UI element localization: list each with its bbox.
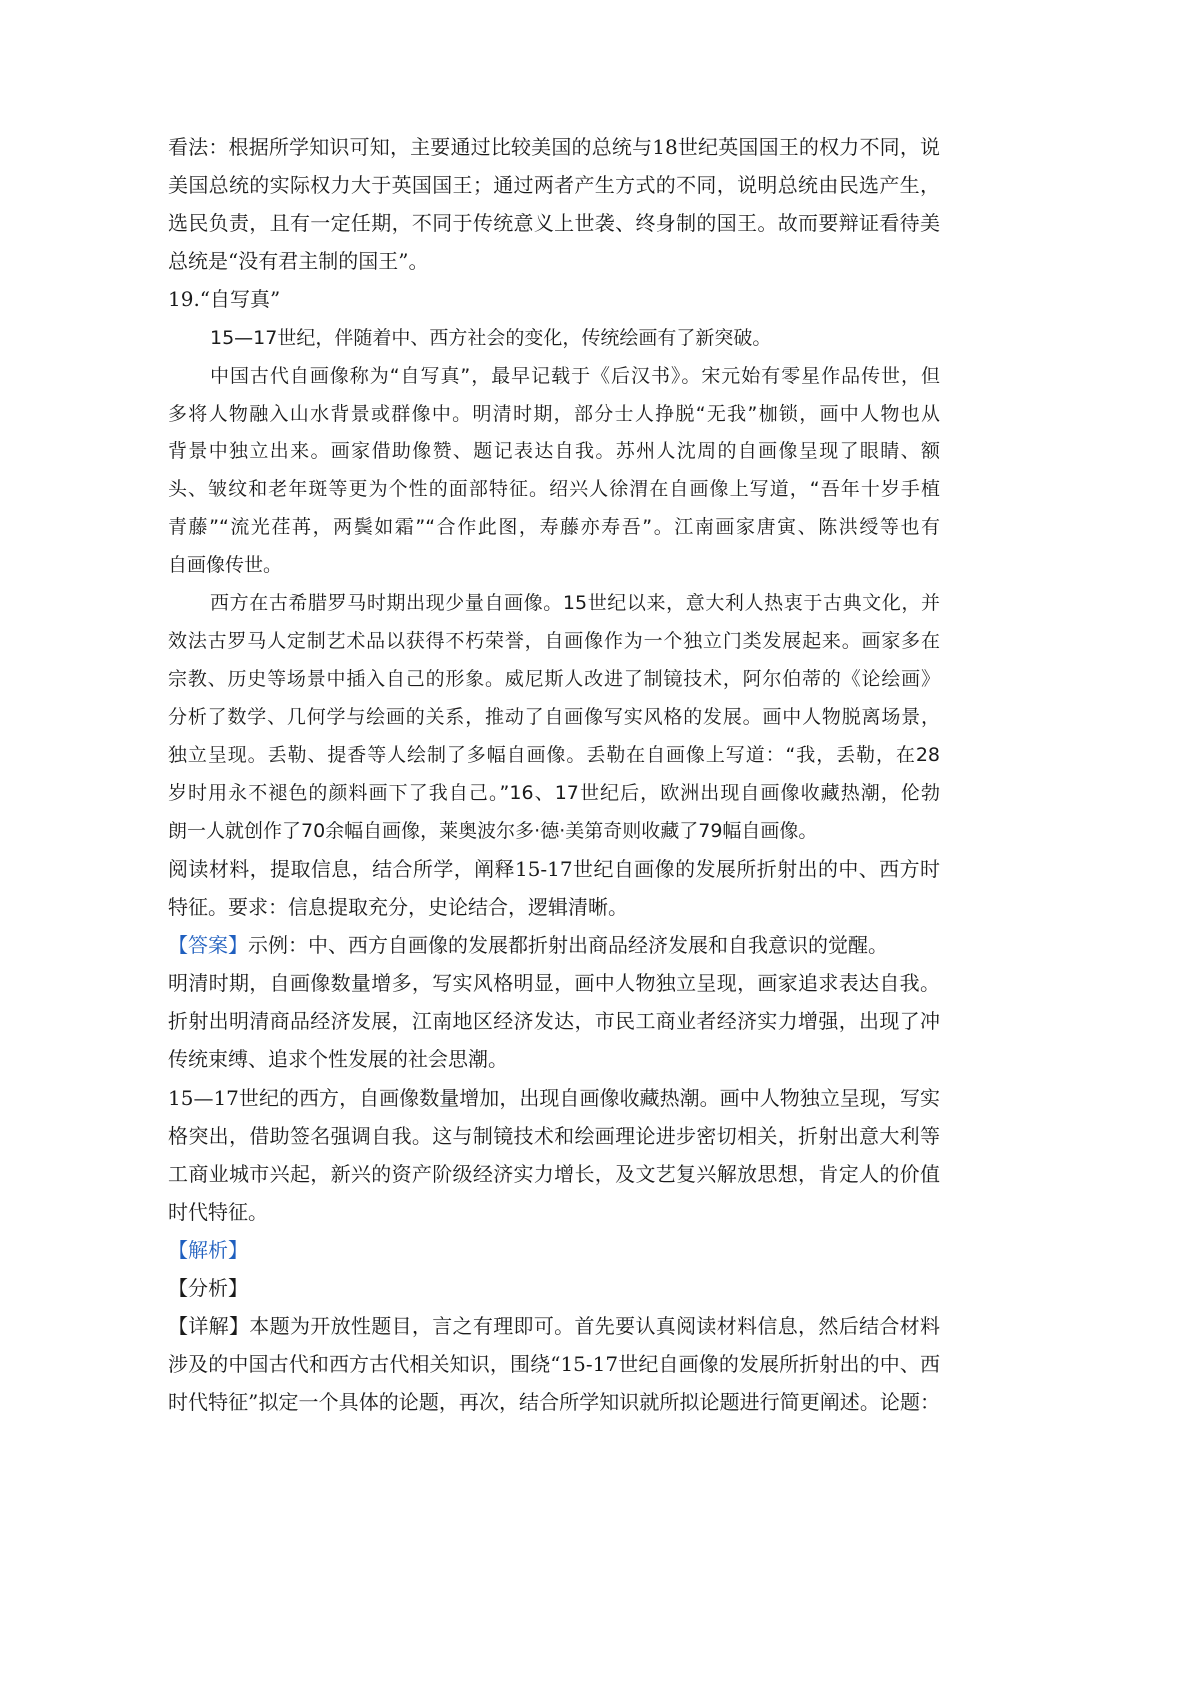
line-text: 岁时用永不褪色的颜料画下了我自己。”16、17世纪后，欧洲出现自画像收藏热潮，伦勃 (168, 782, 940, 804)
line-text: 背景中独立出来。画家借助像赞、题记表达自我。苏州人沈周的自画像呈现了眼睛、额 (168, 440, 940, 462)
line-text: 自画像传世。 (168, 554, 283, 576)
line-text: 头、皱纹和老年斑等更为个性的面部特征。绍兴人徐渭在自画像上写道，“吾年十岁手植 (168, 478, 940, 500)
text-line (168, 1162, 940, 1186)
text-line (168, 895, 940, 919)
text-line (168, 249, 940, 273)
text-line (168, 629, 940, 653)
line-text: 格突出，借助签名强调自我。这与制镜技术和绘画理论进步密切相关，折射出意大利等 (168, 1124, 940, 1148)
line-text: 西方在古希腊罗马时期出现少量自画像。15世纪以来，意大利人热衷于古典文化，并 (210, 592, 940, 614)
line-text: 时代特征。 (168, 1200, 268, 1224)
text-line (168, 1276, 940, 1300)
line-text: 朗一人就创作了70余幅自画像，莱奥波尔多·德·美第奇则收藏了79幅自画像。 (168, 820, 818, 842)
text-line (168, 971, 940, 995)
text-line (168, 477, 940, 501)
line-text: 19.“自写真” (168, 287, 281, 311)
line-text: 多将人物融入山水背景或群像中。明清时期，部分士人挣脱“无我”枷锁，画中人物也从 (168, 403, 940, 425)
line-text: 效法古罗马人定制艺术品以获得不朽荣誉，自画像作为一个独立门类发展起来。画家多在 (168, 630, 940, 652)
text-line (168, 1047, 940, 1071)
text-line (168, 781, 940, 805)
line-text: 选民负责，且有一定任期，不同于传统意义上世袭、终身制的国王。故而要辩证看待美 (168, 211, 940, 235)
line-text: 涉及的中国古代和西方古代相关知识，围绕“15-17世纪自画像的发展所折射出的中、西 (168, 1352, 940, 1376)
text-line (168, 1314, 940, 1338)
text-line (168, 667, 940, 691)
text-line (168, 553, 940, 577)
text-line (168, 287, 940, 311)
line-text: 中国古代自画像称为“自写真”，最早记载于《后汉书》。宋元始有零星作品传世，但 (210, 365, 940, 387)
text-line (168, 1352, 940, 1376)
text-line (168, 1200, 940, 1224)
text-line (168, 705, 940, 729)
line-text: 明清时期，自画像数量增多，写实风格明显，画中人物独立呈现，画家追求表达自我。 (168, 971, 940, 995)
line-text: 示例：中、西方自画像的发展都折射出商品经济发展和自我意识的觉醒。 (248, 933, 888, 957)
text-line (168, 743, 940, 767)
line-text: 时代特征”拟定一个具体的论题，再次，结合所学知识就所拟论题进行简更阐述。论题： (168, 1390, 940, 1414)
text-line (168, 857, 940, 881)
line-text: 独立呈现。丢勒、提香等人绘制了多幅自画像。丢勒在自画像上写道：“我，丢勒，在28 (168, 744, 940, 766)
text-line (168, 211, 940, 235)
text-line (210, 326, 940, 350)
text-line (210, 364, 940, 388)
text-line (168, 1009, 940, 1033)
line-text: 【详解】本题为开放性题目，言之有理即可。首先要认真阅读材料信息，然后结合材料 (168, 1314, 940, 1338)
line-text: 总统是“没有君主制的国王”。 (168, 249, 429, 273)
text-line (168, 1390, 940, 1414)
line-text: 青藤”“流光荏苒，两鬓如霜”“合作此图，寿藤亦寿吾”。江南画家唐寅、陈洪绶等也有 (168, 516, 940, 538)
text-line (168, 173, 940, 197)
line-text: 传统束缚、追求个性发展的社会思潮。 (168, 1047, 508, 1071)
line-text: 美国总统的实际权力大于英国国王；通过两者产生方式的不同，说明总统由民选产生， (168, 173, 940, 197)
line-text: 宗教、历史等场景中插入自己的形象。威尼斯人改进了制镜技术，阿尔伯蒂的《论绘画》 (168, 668, 940, 690)
text-line (168, 933, 940, 957)
text-line (210, 591, 940, 615)
text-line (168, 439, 940, 463)
line-text: 看法：根据所学知识可知，主要通过比较美国的总统与18世纪英国国王的权力不同，说 (168, 135, 940, 159)
text-line (168, 1238, 940, 1262)
line-text: 15—17世纪，伴随着中、西方社会的变化，传统绘画有了新突破。 (210, 327, 772, 349)
line-text: 15—17世纪的西方，自画像数量增加，出现自画像收藏热潮。画中人物独立呈现，写实 (168, 1086, 940, 1110)
line-text: 阅读材料，提取信息，结合所学，阐释15-17世纪自画像的发展所折射出的中、西方时 (168, 857, 940, 881)
line-text: 工商业城市兴起，新兴的资产阶级经济实力增长，及文艺复兴解放思想，肯定人的价值 (168, 1162, 940, 1186)
section-label: 【答案】 (168, 933, 248, 957)
section-label: 【解析】 (168, 1238, 248, 1262)
line-text: 特征。要求：信息提取充分，史论结合，逻辑清晰。 (168, 895, 628, 919)
text-line (168, 819, 940, 843)
text-line (168, 135, 940, 159)
text-line (168, 515, 940, 539)
text-line (168, 1124, 940, 1148)
text-line (168, 1086, 940, 1110)
line-text: 折射出明清商品经济发展，江南地区经济发达，市民工商业者经济实力增强，出现了冲 (168, 1009, 940, 1033)
line-text: 【分析】 (168, 1276, 248, 1300)
text-line (168, 402, 940, 426)
line-text: 分析了数学、几何学与绘画的关系，推动了自画像写实风格的发展。画中人物脱离场景， (168, 706, 940, 728)
